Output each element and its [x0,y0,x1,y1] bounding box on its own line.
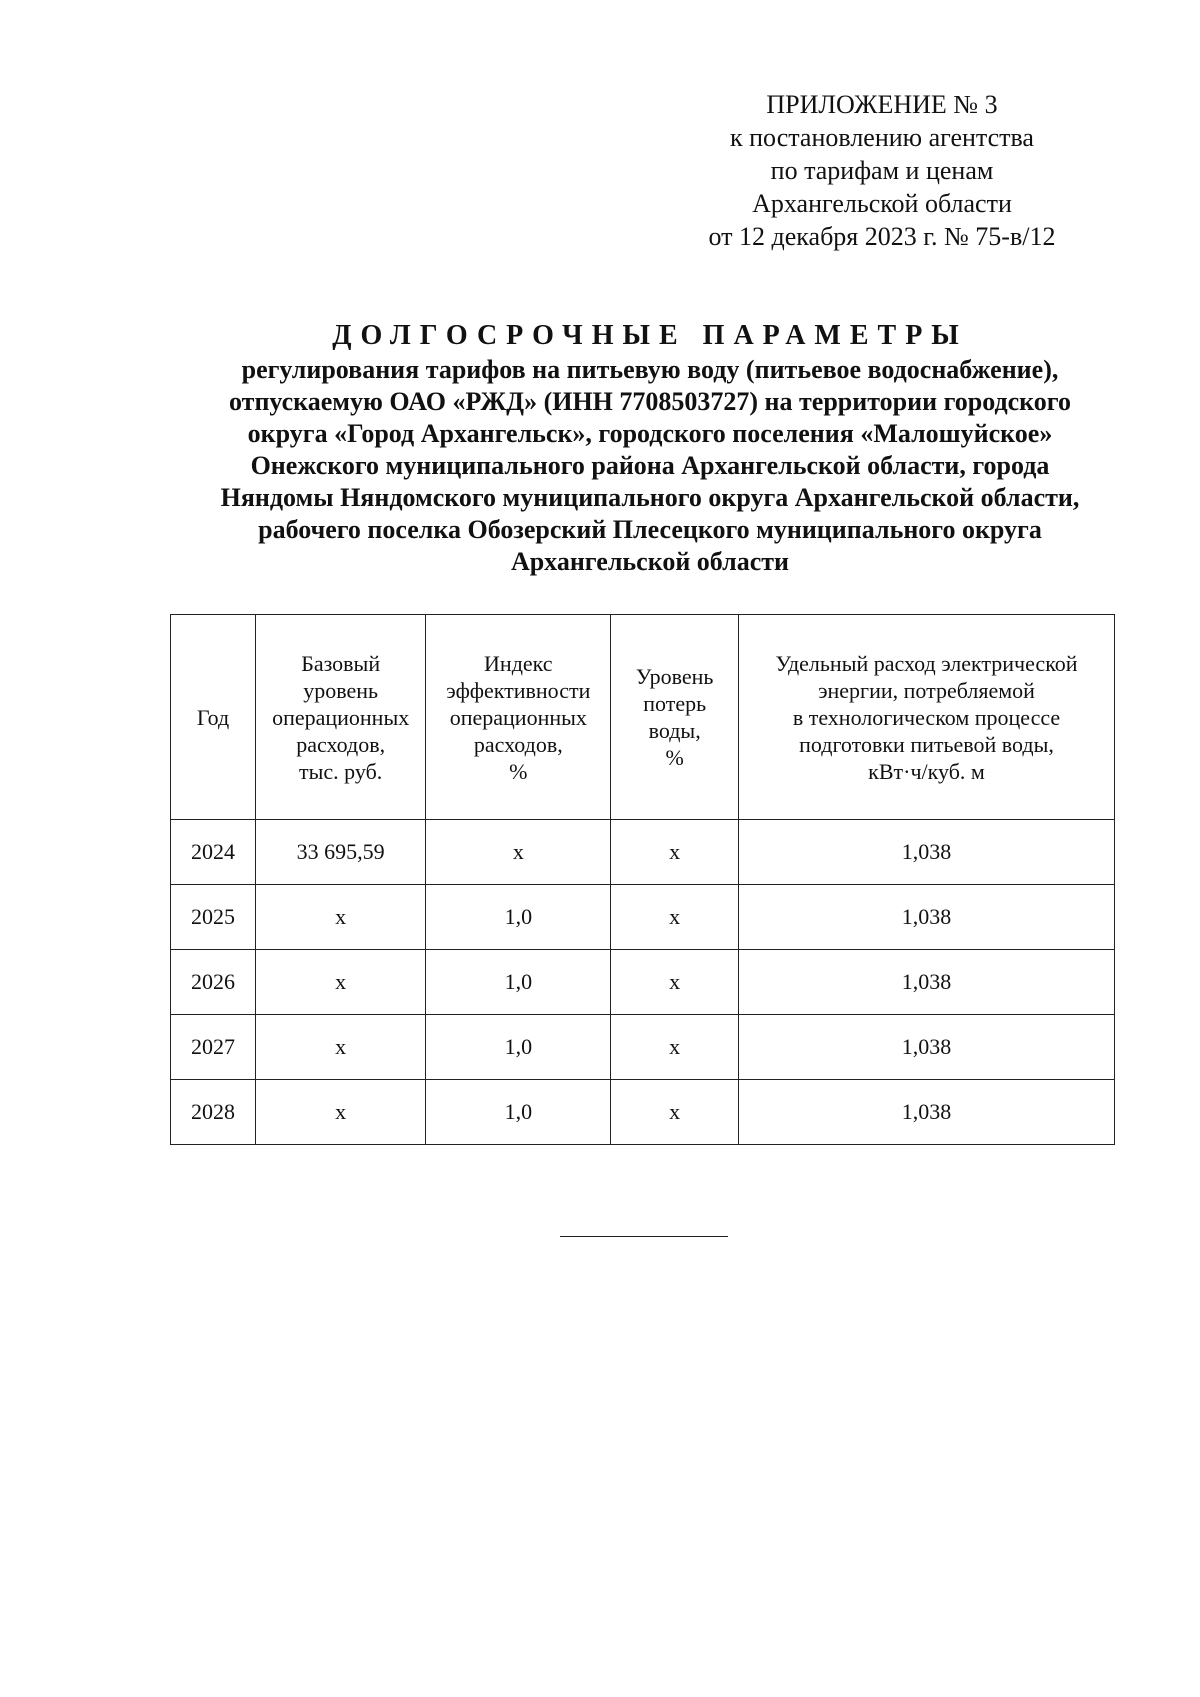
document-title [110,318,1190,578]
header-base-level: Базовый уровень операционных расходов, тыс. руб. [256,615,426,820]
cell-energy-consumption: 1,038 [739,885,1115,950]
appendix-header [652,88,1112,253]
cell-year: 2026 [171,950,256,1015]
table-row [171,885,1115,950]
cell-water-loss: х [611,1015,739,1080]
appendix-agency: по тарифам и ценам [770,156,994,185]
title-line: регулирования тарифов на питьевую воду (питьевое водоснабжение), [241,355,1059,384]
tariff-parameters-table [170,614,1115,1145]
cell-year: 2028 [171,1080,256,1145]
cell-year: 2027 [171,1015,256,1080]
title-line: рабочего поселка Обозерский Плесецкого муниципального округа [258,515,1042,544]
title-line: округа «Город Архангельск», городского поселения «Малошуйское» [247,419,1053,448]
cell-efficiency-index: 1,0 [426,1015,611,1080]
cell-energy-consumption: 1,038 [739,1015,1115,1080]
cell-efficiency-index: х [426,820,611,885]
table-header-row [171,615,1115,820]
cell-water-loss: х [611,885,739,950]
cell-efficiency-index: 1,0 [426,885,611,950]
table-row [171,950,1115,1015]
cell-water-loss: х [611,950,739,1015]
cell-base-level: х [256,1015,426,1080]
cell-water-loss: х [611,1080,739,1145]
cell-base-level: х [256,1080,426,1145]
cell-energy-consumption: 1,038 [739,1080,1115,1145]
table-row [171,1015,1115,1080]
cell-energy-consumption: 1,038 [739,950,1115,1015]
end-of-document-rule [560,1236,728,1237]
header-water-loss: Уровень потерь воды, % [611,615,739,820]
cell-water-loss: х [611,820,739,885]
title-line: Няндомы Няндомского муниципального округа Архангельской области, [220,483,1080,512]
cell-year: 2024 [171,820,256,885]
title-line: Онежского муниципального района Архангельской области, города [250,451,1050,480]
header-efficiency-index: Индекс эффективности операционных расходов, % [426,615,611,820]
table-row [171,820,1115,885]
cell-efficiency-index: 1,0 [426,950,611,1015]
title-line: отпускаемую ОАО «РЖД» (ИНН 7708503727) на территории городского [229,387,1071,416]
header-year: Год [171,615,256,820]
cell-energy-consumption: 1,038 [739,820,1115,885]
cell-base-level: 33 695,59 [256,820,426,885]
appendix-region: Архангельской области [752,189,1012,218]
header-energy-consumption: Удельный расход электрической энергии, потребляемой в технологическом процессе подготовки питьевой воды, кВт·ч/куб. м [739,615,1115,820]
cell-year: 2025 [171,885,256,950]
title-main: ДОЛГОСРОЧНЫЕ ПАРАМЕТРЫ [332,320,968,351]
appendix-reference: к постановлению агентства [730,123,1034,152]
appendix-date: от 12 декабря 2023 г. № 75-в/12 [708,222,1056,251]
table-row [171,1080,1115,1145]
title-line: Архангельской области [510,547,790,576]
appendix-number: ПРИЛОЖЕНИЕ № 3 [766,90,998,119]
cell-efficiency-index: 1,0 [426,1080,611,1145]
cell-base-level: х [256,885,426,950]
cell-base-level: х [256,950,426,1015]
